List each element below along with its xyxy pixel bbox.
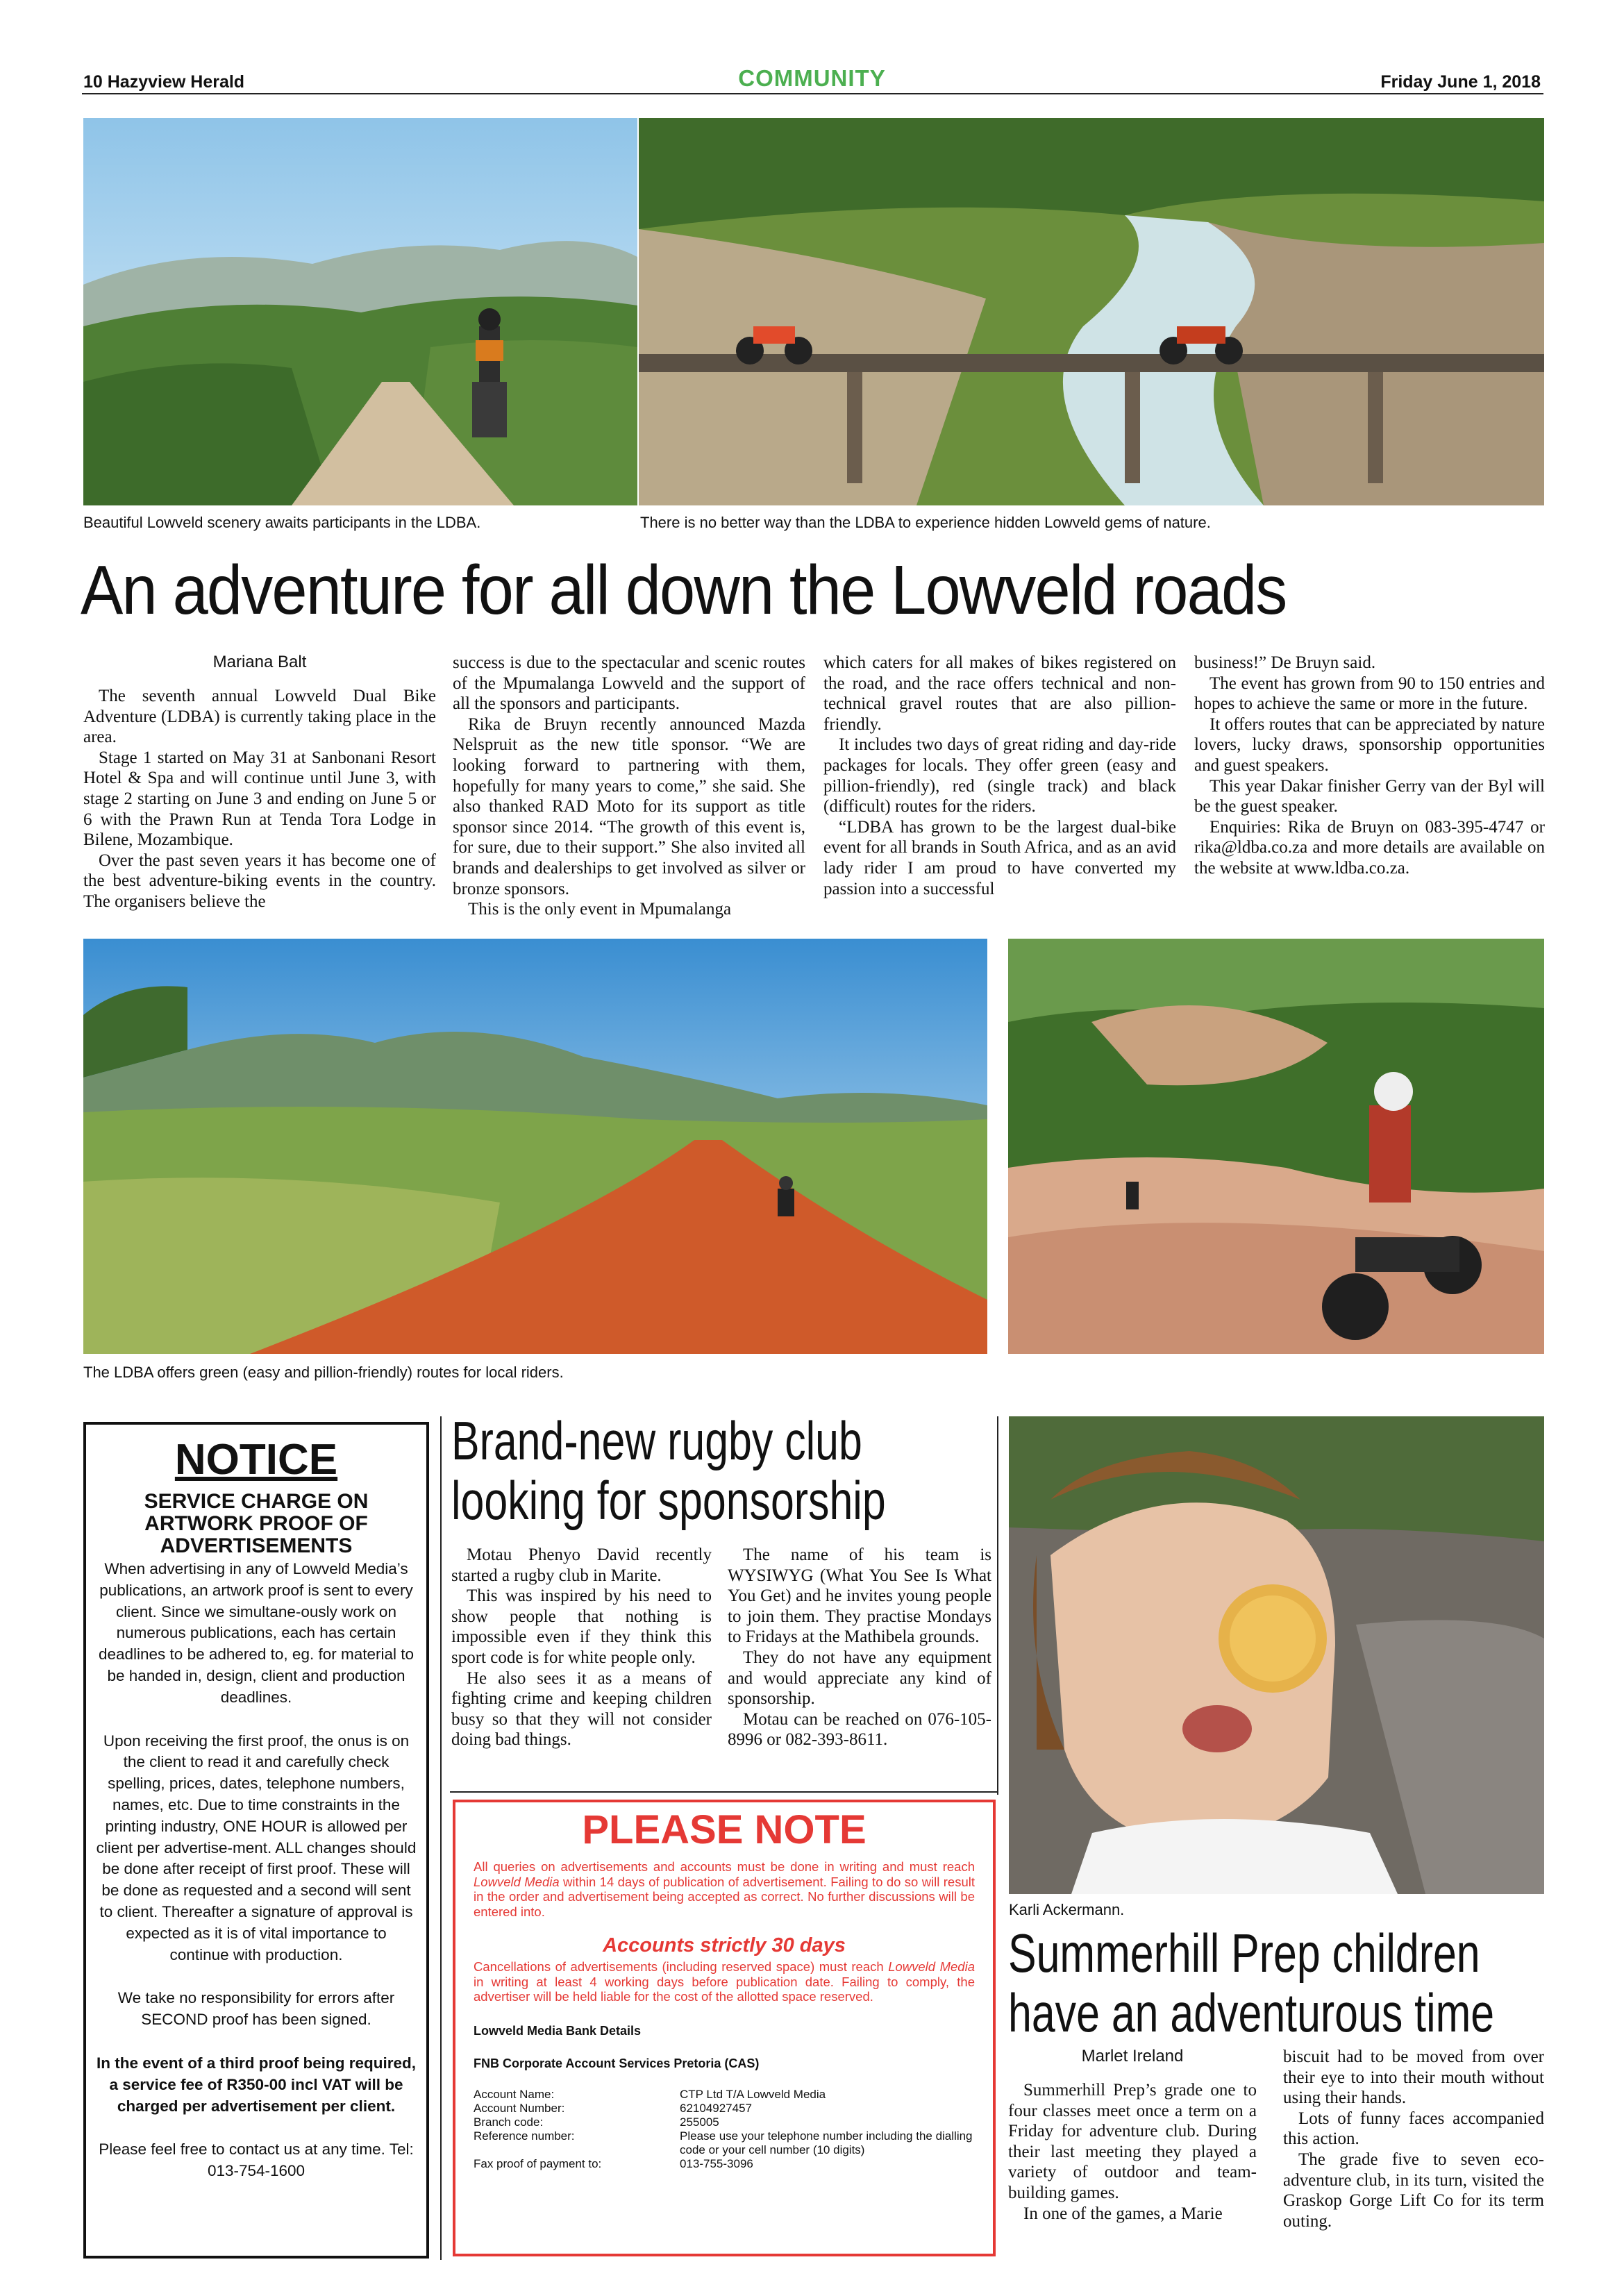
bank-value: CTP Ltd T/A Lowveld Media bbox=[680, 2087, 826, 2101]
summerhill-headline-line1: Summerhill Prep children bbox=[1008, 1922, 1480, 1984]
please-note-cancellations bbox=[455, 1959, 993, 2004]
paragraph: In one of the games, a Marie bbox=[1023, 2204, 1223, 2223]
photo-girl-biscuit bbox=[1009, 1416, 1544, 1894]
paragraph: This was inspired by his need to show people that nothing is impossible even if they think this sport code is for white people only. bbox=[451, 1586, 712, 1667]
paragraph: Motau can be reached on 076-105-8996 or 082-393-8611. bbox=[728, 1709, 991, 1750]
page-number-publication: 10 Hazyview Herald bbox=[83, 72, 245, 92]
photo1-caption: Beautiful Lowveld scenery awaits participants in the LDBA. bbox=[83, 514, 481, 531]
notice-box bbox=[83, 1422, 429, 2259]
summerhill-byline: Marlet Ireland bbox=[1081, 2047, 1184, 2065]
bank-row bbox=[474, 2129, 975, 2157]
text: Lowveld Media bbox=[888, 1959, 975, 1974]
please-note-queries bbox=[455, 1859, 993, 1919]
notice-subtitle: SERVICE CHARGE ON ARTWORK PROOF OF ADVERTISEMENTS bbox=[144, 1490, 369, 1558]
main-story-col2 bbox=[453, 653, 805, 920]
please-note-title: PLEASE NOTE bbox=[582, 1807, 867, 1852]
main-story-col3 bbox=[823, 653, 1176, 899]
bank-details-table bbox=[474, 2088, 975, 2171]
summerhill-headline-line2: have an adventurous time bbox=[1008, 1982, 1495, 2043]
paragraph: This year Dakar finisher Gerry van der Byl will be the guest speaker. bbox=[1194, 776, 1545, 816]
main-byline: Mariana Balt bbox=[212, 653, 307, 671]
paragraph: Summerhill Prep’s grade one to four classes meet once a term on a Friday for adventure club. During their last meeting they played a variety of outdoor and team-building games. bbox=[1008, 2081, 1257, 2202]
paragraph: The event has grown from 90 to 150 entries and hopes to achieve the same or more in the future. bbox=[1194, 673, 1545, 714]
paragraph: The seventh annual Lowveld Dual Bike Adventure (LDBA) is currently taking place in the area. bbox=[83, 687, 436, 747]
bank-value: 62104927457 bbox=[680, 2101, 753, 2115]
bank-label: Reference number: bbox=[474, 2129, 575, 2143]
photo-bridge-river bbox=[639, 118, 1544, 505]
rugby-col1 bbox=[451, 1545, 712, 1750]
summerhill-headline bbox=[1008, 1923, 1494, 2043]
paragraph: biscuit had to be moved from over their eye to into their mouth without using their hands. bbox=[1283, 2047, 1544, 2108]
notice-paragraph: When advertising in any of Lowveld Media’s publications, an artwork proof is sent to every client. Since we simultane-ously work on numerous publications, each has certain deadlines to be adhered to, eg. for material to be handed in, design, client and production deadlines. bbox=[98, 1560, 415, 1706]
rugby-headline bbox=[451, 1411, 886, 1530]
paragraph: Enquiries: Rika de Bruyn on 083-395-4747 or rika@ldba.co.za and more details are available on the website at www.ldba.co.za. bbox=[1194, 817, 1545, 878]
notice-paragraph: We take no responsibility for errors after SECOND proof has been signed. bbox=[117, 1989, 395, 2029]
rugby-col2 bbox=[728, 1545, 991, 1750]
section-divider bbox=[450, 1791, 998, 1793]
main-story-col4 bbox=[1194, 653, 1545, 879]
bank-row bbox=[474, 2115, 975, 2129]
paragraph: Lots of funny faces accompanied this action. bbox=[1283, 2109, 1544, 2149]
paragraph: business!” De Bruyn said. bbox=[1194, 653, 1376, 672]
column-divider bbox=[440, 1416, 442, 2260]
paragraph: The grade five to seven eco-adventure club, in its turn, visited the Graskop Gorge Lift Co for its term outing. bbox=[1283, 2150, 1544, 2231]
accounts-terms: Accounts strictly 30 days bbox=[603, 1934, 846, 1956]
please-note-box bbox=[453, 1800, 996, 2256]
paragraph: This is the only event in Mpumalanga bbox=[468, 900, 732, 919]
notice-fee-paragraph: In the event of a third proof being required, a service fee of R350-00 incl VAT will be charged per advertisement per client. bbox=[96, 2054, 417, 2115]
bank-row bbox=[474, 2088, 975, 2102]
header-rule bbox=[82, 93, 1543, 94]
rugby-headline-line2: looking for sponsorship bbox=[451, 1470, 886, 1531]
notice-title: NOTICE bbox=[174, 1436, 338, 1484]
section-title: COMMUNITY bbox=[738, 65, 886, 91]
bank-label: Account Name: bbox=[474, 2087, 555, 2101]
bank-label: Account Number: bbox=[474, 2101, 565, 2115]
bank-row bbox=[474, 2102, 975, 2115]
paragraph: It offers routes that can be appreciated by nature lovers, lucky draws, sponsorship opportunities and guest speakers. bbox=[1194, 714, 1545, 775]
photo2-caption: There is no better way than the LDBA to experience hidden Lowveld gems of nature. bbox=[640, 514, 1211, 531]
bank-row bbox=[474, 2157, 975, 2171]
photo-rock-riders bbox=[1008, 939, 1544, 1354]
summerhill-col1 bbox=[1008, 2080, 1257, 2224]
photo-red-dirt-road bbox=[83, 939, 987, 1354]
issue-date: Friday June 1, 2018 bbox=[1380, 72, 1541, 92]
bank-label: Branch code: bbox=[474, 2115, 544, 2129]
text: Cancellations of advertisements (including reserved space) must reach bbox=[474, 1959, 889, 1974]
paragraph: Rika de Bruyn recently announced Mazda Nelspruit as the new title sponsor. “We are looking forward to partnering with them, hopefully for many years to come,” she said. She also thanked RAD Moto for its support as title sponsor since 2014. “The growth of this event is, for sure, due to their support.” She also invited all brands and dealerships to get involved as silver or bronze sponsors. bbox=[453, 714, 805, 898]
text: within 14 days of publication of advertisement. Failing to do so will result in the order and advertisement being accepted as correct. No further discussions will be entered into. bbox=[474, 1874, 976, 1919]
notice-paragraph: Upon receiving the first proof, the onus is on the client to read it and carefully check spelling, prices, dates, telephone numbers, names, etc. Due to time constraints in the printing industry, ONE HOUR is allowed per client per advertise-ment. ALL changes should be done after receipt of first proof. These will be done as requested and a second will sent to client. Thereafter a signature of approval is expected as it is of vital importance to continue with production. bbox=[96, 1732, 417, 1963]
paragraph: Over the past seven years it has become one of the best adventure-biking events in the country. The organisers believe the bbox=[83, 850, 436, 911]
paragraph: “LDBA has grown to be the largest dual-bike event for all brands in South Africa, and as an avid lady rider I am proud to have converted my passion into a successful bbox=[823, 817, 1176, 898]
bank-value: 013-755-3096 bbox=[680, 2156, 753, 2170]
paragraph: It includes two days of great riding and day-ride packages for locals. They offer green (easy and pillion-friendly), red (single track) and black (difficult) routes for the riders. bbox=[823, 735, 1176, 816]
rugby-headline-line1: Brand-new rugby club bbox=[451, 1410, 862, 1471]
paragraph: success is due to the spectacular and scenic routes of the Mpumalanga Lowveld and the support of all the sponsors and participants. bbox=[453, 653, 805, 714]
notice-contact: Please feel free to contact us at any time. Tel: 013-754-1600 bbox=[99, 2140, 414, 2180]
bank-label: Fax proof of payment to: bbox=[474, 2156, 602, 2170]
column-divider bbox=[997, 1416, 998, 1795]
bank-details-title: Lowveld Media Bank Details bbox=[474, 2023, 642, 2038]
bank-name: FNB Corporate Account Services Pretoria (CAS) bbox=[474, 2056, 760, 2070]
paragraph: Stage 1 started on May 31 at Sanbonani Resort Hotel & Spa and will continue until June 3, with stage 2 starting on June 3 and ending on June 5 or 6 with the Prawn Run at Tenda Tora Lodge in Bilene, Mozambique. bbox=[83, 748, 436, 850]
summerhill-col2 bbox=[1283, 2047, 1544, 2231]
photo3-caption: The LDBA offers green (easy and pillion-friendly) routes for local riders. bbox=[83, 1364, 564, 1381]
bank-value: Please use your telephone number including the dialling code or your cell number (10 digits) bbox=[680, 2129, 973, 2156]
photo-mountain-road bbox=[83, 118, 637, 505]
paragraph: He also sees it as a means of fighting crime and keeping children busy so that they will not consider doing bad things. bbox=[451, 1668, 712, 1750]
main-story-col1 bbox=[83, 686, 436, 912]
text: Lowveld Media bbox=[474, 1874, 560, 1889]
photo5-caption: Karli Ackermann. bbox=[1009, 1901, 1125, 1918]
bank-value: 255005 bbox=[680, 2115, 719, 2129]
paragraph: They do not have any equipment and would appreciate any kind of sponsorship. bbox=[728, 1648, 991, 1709]
paragraph: which caters for all makes of bikes registered on the road, and the race offers technical and non-technical gravel routes that are also pillion-friendly. bbox=[823, 653, 1176, 734]
text: All queries on advertisements and accounts must be done in writing and must reach bbox=[474, 1859, 975, 1874]
paragraph: Motau Phenyo David recently started a rugby club in Marite. bbox=[451, 1545, 712, 1585]
main-headline: An adventure for all down the Lowveld roads bbox=[81, 551, 1287, 629]
text: in writing at least 4 working days before publication date. Failing to comply, the advertiser will be held liable for the cost of the allotted space reserved. bbox=[474, 1974, 975, 2004]
paragraph: The name of his team is WYSIWYG (What You See Is What You Get) and he invites young people to join them. They practise Mondays to Fridays at the Mathibela grounds. bbox=[728, 1545, 991, 1647]
